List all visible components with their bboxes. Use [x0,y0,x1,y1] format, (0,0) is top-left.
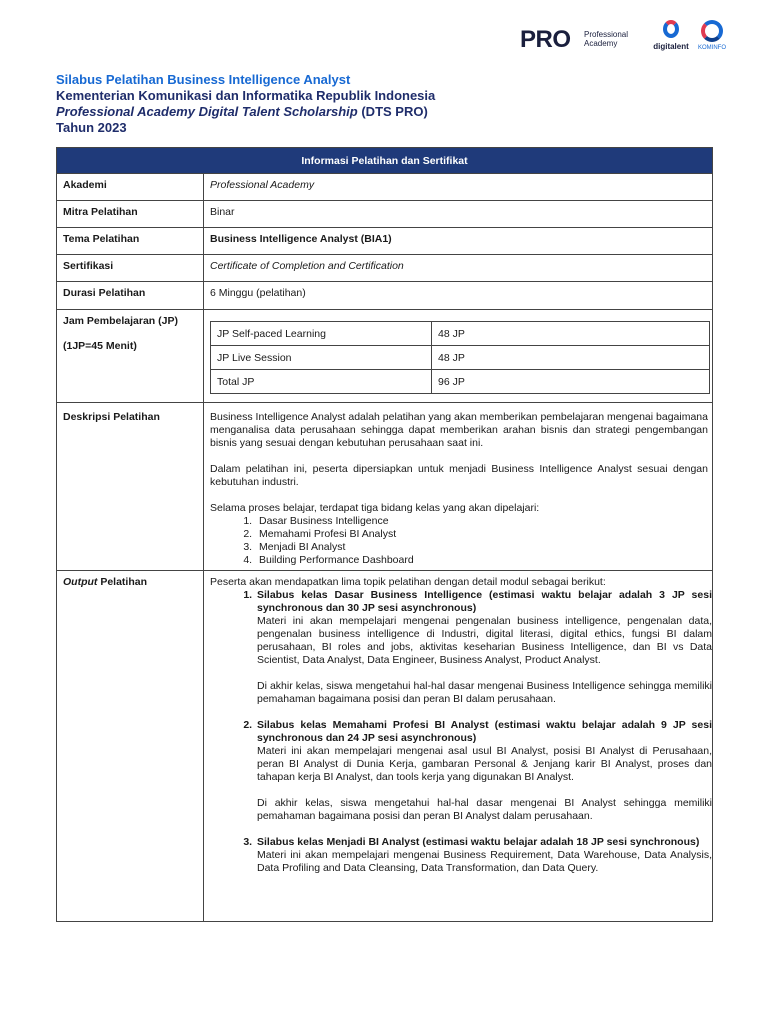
digitalent-logo [648,20,694,51]
module-body: Materi ini akan mempelajari mengenai pengenalan business intelligence, pengenalan data, pengenalan business intelligence di Industri, digital literasi, digital ethics, fungsi BI dalam perusahaan, BI roles and jobs, aktivitas keseharian Business Intelligence, dan BI vs Data Scientist, Data Analyst, Data Engineer, Business Analyst, Product Analyst. [257,615,712,666]
deskripsi-paragraph-2: Dalam pelatihan ini, peserta dipersiapkan untuk menjadi Business Intelligence Analyst sesuai dengan kebutuhan industri. [210,463,708,488]
module-title: Silabus kelas Menjadi BI Analyst (estimasi waktu belajar adalah 18 JP sesi synchronous) [257,836,700,848]
output-label-suffix: Pelatihan [97,576,148,588]
table-row-output [57,571,713,922]
jp-value: 48 JP [432,322,710,346]
list-item: 2. Memahami Profesi BI Analyst [255,528,712,541]
jp-value: 96 JP [432,370,710,394]
module-item [255,836,712,875]
table-row-tema [57,228,713,255]
list-item: 3. Menjadi BI Analyst [255,541,712,554]
list-item: 4. Building Performance Dashboard [255,554,712,567]
table-row-sertifikasi [57,255,713,282]
program-name [56,104,716,120]
module-list [210,589,712,875]
jam-value-cell [204,310,713,403]
mitra-value: Binar [204,201,713,228]
module-body: Materi ini akan mempelajari mengenai Business Requirement, Data Warehouse, Data Analysis, Data Profiling and Data Cleansing, Data Transformation, dan Data Query. [257,849,712,874]
deskripsi-paragraph-3: Selama proses belajar, terdapat tiga bidang kelas yang akan dipelajari: [210,502,540,514]
output-label [57,571,204,922]
pro-logo-sub-line2: Academy [584,39,618,48]
table-row-mitra [57,201,713,228]
jam-label: Jam Pembelajaran (JP) [63,315,178,327]
partner-logos [520,18,732,58]
mitra-label: Mitra Pelatihan [57,201,204,228]
class-list [210,515,712,567]
module-title: Silabus kelas Dasar Business Intelligence (estimasi waktu belajar adalah 3 JP sesi synchronous dan 30 JP sesi asynchronous) [257,589,712,614]
document-heading [56,72,716,136]
kominfo-logo-text: KOMINFO [698,45,726,51]
jp-name: Total JP [211,370,432,394]
sertifikasi-label: Sertifikasi [57,255,204,282]
jp-name: JP Self-paced Learning [211,322,432,346]
jam-label-cell [57,310,204,403]
durasi-label: Durasi Pelatihan [57,282,204,310]
output-intro: Peserta akan mendapatkan lima topik pelatihan dengan detail modul sebagai berikut: [210,576,606,588]
jp-row [211,370,710,394]
table-header: Informasi Pelatihan dan Sertifikat [57,148,713,174]
module-title: Silabus kelas Memahami Profesi BI Analyst (estimasi waktu belajar adalah 9 JP sesi synchronous dan 24 JP sesi asynchronous) [257,719,712,744]
deskripsi-value [204,403,713,571]
jp-table [210,321,710,394]
jp-value: 48 JP [432,346,710,370]
deskripsi-label: Deskripsi Pelatihan [57,403,204,571]
syllabus-title: Silabus Pelatihan Business Intelligence Analyst [56,72,351,87]
table-row-deskripsi [57,403,713,571]
module-conclusion: Di akhir kelas, siswa mengetahui hal-hal dasar mengenai Business Intelligence sehingga memiliki pemahaman bagaimana posisi dan peran BI dalam perusahaan. [257,680,712,705]
jp-name: JP Live Session [211,346,432,370]
digitalent-logo-text: digitalent [653,42,689,51]
akademi-label: Akademi [57,174,204,201]
jam-sublabel: (1JP=45 Menit) [63,340,137,352]
training-info-table [56,147,713,922]
tema-value: Business Intelligence Analyst (BIA1) [204,228,713,255]
akademi-value: Professional Academy [204,174,713,201]
pro-logo-sub-line1: Professional [584,30,629,39]
module-conclusion: Di akhir kelas, siswa mengetahui hal-hal dasar mengenai BI Analyst sehingga memiliki pemahaman bagaimana posisi dan peran BI Analyst dalam perusahaan. [257,797,712,822]
module-item [255,589,712,719]
tema-label: Tema Pelatihan [57,228,204,255]
digitalent-logo-icon [663,20,679,38]
jp-row [211,322,710,346]
program-name-suffix: (DTS PRO) [357,104,428,119]
year: Tahun 2023 [56,120,127,135]
pro-logo: PRO [520,26,571,53]
kominfo-logo [692,20,732,51]
table-row-akademi [57,174,713,201]
deskripsi-paragraph-1: Business Intelligence Analyst adalah pelatihan yang akan memberikan pembelajaran mengenai bagaimana menganalisa data perusahaan sehingga dapat memberikan arahan bisnis dan strategi pengembangan bisnis yang sesuai dengan kebutuhan perusahaan saat ini. [210,411,708,449]
durasi-value: 6 Minggu (pelatihan) [204,282,713,310]
program-name-italic: Professional Academy Digital Talent Scholarship [56,104,358,119]
output-value [204,571,713,922]
sertifikasi-value: Certificate of Completion and Certification [204,255,713,282]
ministry-name: Kementerian Komunikasi dan Informatika Republik Indonesia [56,88,436,103]
kominfo-logo-icon [701,20,723,42]
jp-row [211,346,710,370]
table-row-durasi [57,282,713,310]
table-row-jam [57,310,713,403]
pro-logo-subtitle [584,30,628,48]
module-item [255,719,712,836]
module-body: Materi ini akan mempelajari mengenai asal usul BI Analyst, posisi BI Analyst di Perusahaan, peran BI Analyst di Dunia Kerja, gambaran Personal & Jenjang karir BI Analyst, proses dan tahapan kerja BI Analyst, dan tools kerja yang digunakan BI Analyst. [257,745,712,783]
output-label-italic: Output [63,576,98,588]
list-item: 1. Dasar Business Intelligence [255,515,712,528]
